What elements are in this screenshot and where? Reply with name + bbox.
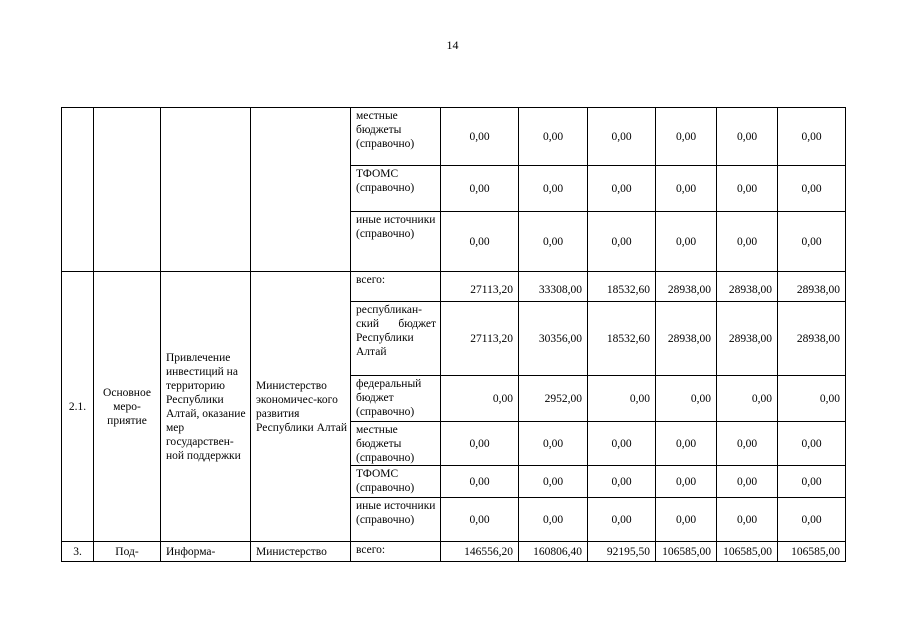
source-cell: ТФОМС (справочно) xyxy=(351,466,441,498)
code-cell: 2.1. xyxy=(62,272,94,542)
value-cell: 0,00 xyxy=(717,422,778,466)
value-cell: 92195,50 xyxy=(588,542,656,562)
type-cell: Под- xyxy=(94,542,161,562)
type-cell: Основное меро-приятие xyxy=(94,272,161,542)
value-cell: 0,00 xyxy=(441,108,519,166)
value-cell: 28938,00 xyxy=(656,302,717,376)
value-cell: 0,00 xyxy=(717,376,778,422)
value-cell: 0,00 xyxy=(588,212,656,272)
value-cell: 0,00 xyxy=(441,166,519,212)
value-cell: 0,00 xyxy=(519,466,588,498)
value-cell: 106585,00 xyxy=(717,542,778,562)
value-cell: 0,00 xyxy=(588,466,656,498)
value-cell: 0,00 xyxy=(441,466,519,498)
value-cell: 0,00 xyxy=(778,422,846,466)
value-cell: 30356,00 xyxy=(519,302,588,376)
value-cell: 27113,20 xyxy=(441,272,519,302)
value-cell: 0,00 xyxy=(778,166,846,212)
value-cell: 28938,00 xyxy=(717,302,778,376)
value-cell: 146556,20 xyxy=(441,542,519,562)
value-cell: 0,00 xyxy=(588,376,656,422)
value-cell: 0,00 xyxy=(656,422,717,466)
value-cell: 28938,00 xyxy=(778,272,846,302)
source-cell: местные бюджеты (справочно) xyxy=(351,108,441,166)
value-cell: 2952,00 xyxy=(519,376,588,422)
value-cell: 0,00 xyxy=(778,498,846,542)
value-cell: 0,00 xyxy=(717,212,778,272)
source-cell: всего: xyxy=(351,272,441,302)
table-row xyxy=(62,108,846,166)
code-cell: 3. xyxy=(62,542,94,562)
value-cell: 0,00 xyxy=(656,466,717,498)
source-cell: всего: xyxy=(351,542,441,562)
value-cell: 0,00 xyxy=(656,376,717,422)
value-cell: 0,00 xyxy=(588,166,656,212)
value-cell: 160806,40 xyxy=(519,542,588,562)
value-cell: 0,00 xyxy=(588,108,656,166)
page-number: 14 xyxy=(446,38,459,52)
source-cell: федеральный бюджет (справочно) xyxy=(351,376,441,422)
value-cell: 0,00 xyxy=(778,108,846,166)
value-cell: 0,00 xyxy=(778,212,846,272)
source-cell: иные источники (справочно) xyxy=(351,212,441,272)
value-cell: 0,00 xyxy=(656,166,717,212)
value-cell: 0,00 xyxy=(519,166,588,212)
code-cell xyxy=(62,108,94,272)
table-row xyxy=(62,542,846,562)
value-cell: 0,00 xyxy=(717,108,778,166)
name-cell: Информа- xyxy=(161,542,251,562)
executor-cell: Министерство экономичес-кого развития Республики Алтай xyxy=(251,272,351,542)
value-cell: 0,00 xyxy=(717,166,778,212)
value-cell: 106585,00 xyxy=(656,542,717,562)
value-cell: 0,00 xyxy=(778,376,846,422)
table-row xyxy=(62,272,846,302)
value-cell: 33308,00 xyxy=(519,272,588,302)
value-cell: 0,00 xyxy=(588,422,656,466)
executor-cell: Министерство xyxy=(251,542,351,562)
value-cell: 0,00 xyxy=(519,498,588,542)
value-cell: 28938,00 xyxy=(778,302,846,376)
value-cell: 0,00 xyxy=(656,498,717,542)
value-cell: 0,00 xyxy=(717,466,778,498)
value-cell: 0,00 xyxy=(519,212,588,272)
type-cell xyxy=(94,108,161,272)
source-cell: иные источники (справочно) xyxy=(351,498,441,542)
name-cell: Привлечение инвестиций на территорию Республики Алтай, оказание мер государствен-ной поддержки xyxy=(161,272,251,542)
value-cell: 0,00 xyxy=(441,212,519,272)
value-cell: 106585,00 xyxy=(778,542,846,562)
value-cell: 28938,00 xyxy=(656,272,717,302)
value-cell: 0,00 xyxy=(441,498,519,542)
value-cell: 18532,60 xyxy=(588,302,656,376)
value-cell: 0,00 xyxy=(656,212,717,272)
executor-cell xyxy=(251,108,351,272)
source-cell: ТФОМС (справочно) xyxy=(351,166,441,212)
value-cell: 0,00 xyxy=(656,108,717,166)
budget-table xyxy=(61,107,846,562)
value-cell: 0,00 xyxy=(778,466,846,498)
name-cell xyxy=(161,108,251,272)
value-cell: 27113,20 xyxy=(441,302,519,376)
value-cell: 0,00 xyxy=(519,422,588,466)
value-cell: 28938,00 xyxy=(717,272,778,302)
value-cell: 0,00 xyxy=(441,376,519,422)
value-cell: 0,00 xyxy=(717,498,778,542)
value-cell: 18532,60 xyxy=(588,272,656,302)
value-cell: 0,00 xyxy=(588,498,656,542)
value-cell: 0,00 xyxy=(441,422,519,466)
value-cell: 0,00 xyxy=(519,108,588,166)
source-cell: республикан-ский бюджет Республики Алтай xyxy=(351,302,441,376)
source-cell: местные бюджеты (справочно) xyxy=(351,422,441,466)
